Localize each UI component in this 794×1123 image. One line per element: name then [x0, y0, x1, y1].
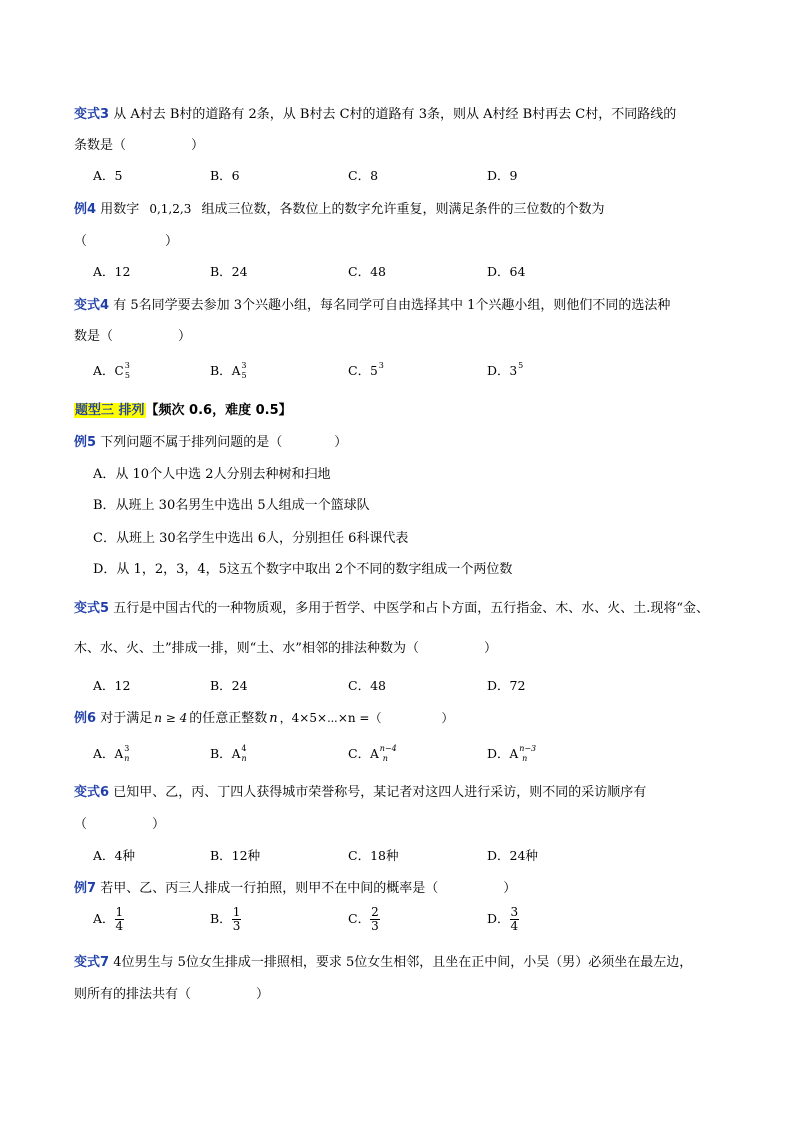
option-d: D．$A^{n-3}_n$	[487, 744, 537, 763]
option-d: D．$3^5$	[487, 361, 524, 378]
option-c: C． $\frac{2}{3}$	[348, 905, 379, 933]
fraction: $\frac{1}{4}$	[115, 905, 124, 933]
example5-stem: 例5 下列问题不属于排列问题的是（ ）	[74, 435, 348, 450]
question-label: 例7	[74, 881, 97, 896]
option-a: A．5	[93, 168, 123, 183]
variant3-stem-line2: 条数是（ ）	[74, 138, 205, 153]
option-a: A．12	[93, 264, 131, 279]
question-label: 变式3	[74, 107, 110, 122]
example4-stem-line1: 例4 用数字 0,1,2,3 组成三位数，各数位上的数字允许重复，则满足条件的三位数的个数为	[74, 202, 605, 217]
section-meta: 【频次 0.6，难度 0.5】	[145, 403, 292, 418]
variant7-stem-line2: 则所有的排法共有（ ）	[74, 987, 270, 1002]
option-a: A．4种	[93, 848, 135, 863]
option-d: D．从 1，2，3，4，5这五个数字中取出 2个不同的数字组成一个两位数	[93, 562, 513, 577]
condition: n ≥ 4	[154, 711, 188, 725]
variant6-stem-line2: （ ）	[74, 817, 166, 832]
product-expression: ，4×5×⋯×n =（ ）	[279, 711, 454, 725]
option-c: C．8	[348, 168, 379, 183]
option-b: B． $\frac{1}{3}$	[210, 905, 241, 933]
option-b: B．24	[210, 264, 248, 279]
option-d: D．24种	[487, 848, 538, 863]
option-a: A．$C^3_5$	[93, 361, 130, 380]
variant5-stem-line2: 木、水、火、土”排成一排，则“土、水”相邻的排法种数为（ ）	[74, 641, 497, 656]
option-b: B．$A^4_n$	[210, 744, 247, 763]
variant5-stem-line1: 变式5 五行是中国古代的一种物质观，多用于哲学、中医学和占卜方面，五行指金、木、水、火、土.现将“金、	[74, 601, 709, 616]
section-title: 题型三 排列	[75, 403, 145, 418]
option-d: D． $\frac{3}{4}$	[487, 905, 519, 933]
option-b: B．从班上 30名男生中选出 5人组成一个篮球队	[93, 498, 370, 513]
section-heading	[74, 399, 292, 418]
option-d: D．9	[487, 168, 518, 183]
question-label: 变式6	[74, 785, 110, 800]
variant4-stem-line2: 数是（ ）	[74, 329, 192, 344]
variant3-stem-line1: 变式3 从 A村去 B村的道路有 2条，从 B村去 C村的道路有 3条，则从 A村经 B村再去 C村，不同路线的	[74, 107, 677, 122]
variant7-stem-line1: 变式7 4位男生与 5位女生排成一排照相，要求 5位女生相邻，且坐在正中间，小吴（男）必须坐在最左边，	[74, 955, 693, 970]
option-c: C．18种	[348, 848, 399, 863]
question-label: 变式4	[74, 298, 110, 313]
question-label: 变式5	[74, 601, 110, 616]
option-c: C．48	[348, 678, 386, 693]
option-c: C．$5^3$	[348, 361, 384, 378]
option-c: C．48	[348, 264, 386, 279]
variant6-stem-line1: 变式6 已知甲、乙，丙、丁四人获得城市荣誉称号，某记者对这四人进行采访，则不同的采访顺序有	[74, 785, 647, 800]
option-b: B．$A^3_5$	[210, 361, 247, 380]
digit-set: 0,1,2,3	[149, 202, 192, 216]
example6-stem: 例6 对于满足 n ≥ 4 的任意正整数 n ，4×5×⋯×n =（ ）	[74, 711, 454, 726]
question-label: 例4	[74, 202, 97, 217]
option-a: A．从 10个人中选 2人分别去种树和扫地	[93, 467, 331, 482]
option-a: A． $\frac{1}{4}$	[93, 905, 124, 933]
variant4-stem-line1: 变式4 有 5名同学要去参加 3个兴趣小组，每名同学可自由选择其中 1个兴趣小组，则他们不同的选法种	[74, 298, 671, 313]
option-b: B．6	[210, 168, 240, 183]
option-c: C．从班上 30名学生中选出 6人，分别担任 6科课代表	[93, 531, 409, 546]
example4-stem-line2: （ ）	[74, 234, 179, 249]
fraction: $\frac{1}{3}$	[232, 905, 241, 933]
option-b: B．24	[210, 678, 248, 693]
option-a: A．$A^3_n$	[93, 744, 130, 763]
option-d: D．64	[487, 264, 526, 279]
option-b: B．12种	[210, 848, 261, 863]
question-label: 例5	[74, 435, 97, 450]
option-a: A．12	[93, 678, 131, 693]
fraction: $\frac{2}{3}$	[371, 905, 379, 933]
variable-n: n	[269, 711, 278, 726]
question-label: 变式7	[74, 955, 110, 970]
question-label: 例6	[74, 711, 97, 726]
option-d: D．72	[487, 678, 526, 693]
fraction: $\frac{3}{4}$	[510, 905, 519, 933]
example7-stem: 例7 若甲、乙、丙三人排成一行拍照，则甲不在中间的概率是（ ）	[74, 881, 517, 896]
option-c: C．$A^{n-4}_n$	[348, 744, 397, 763]
